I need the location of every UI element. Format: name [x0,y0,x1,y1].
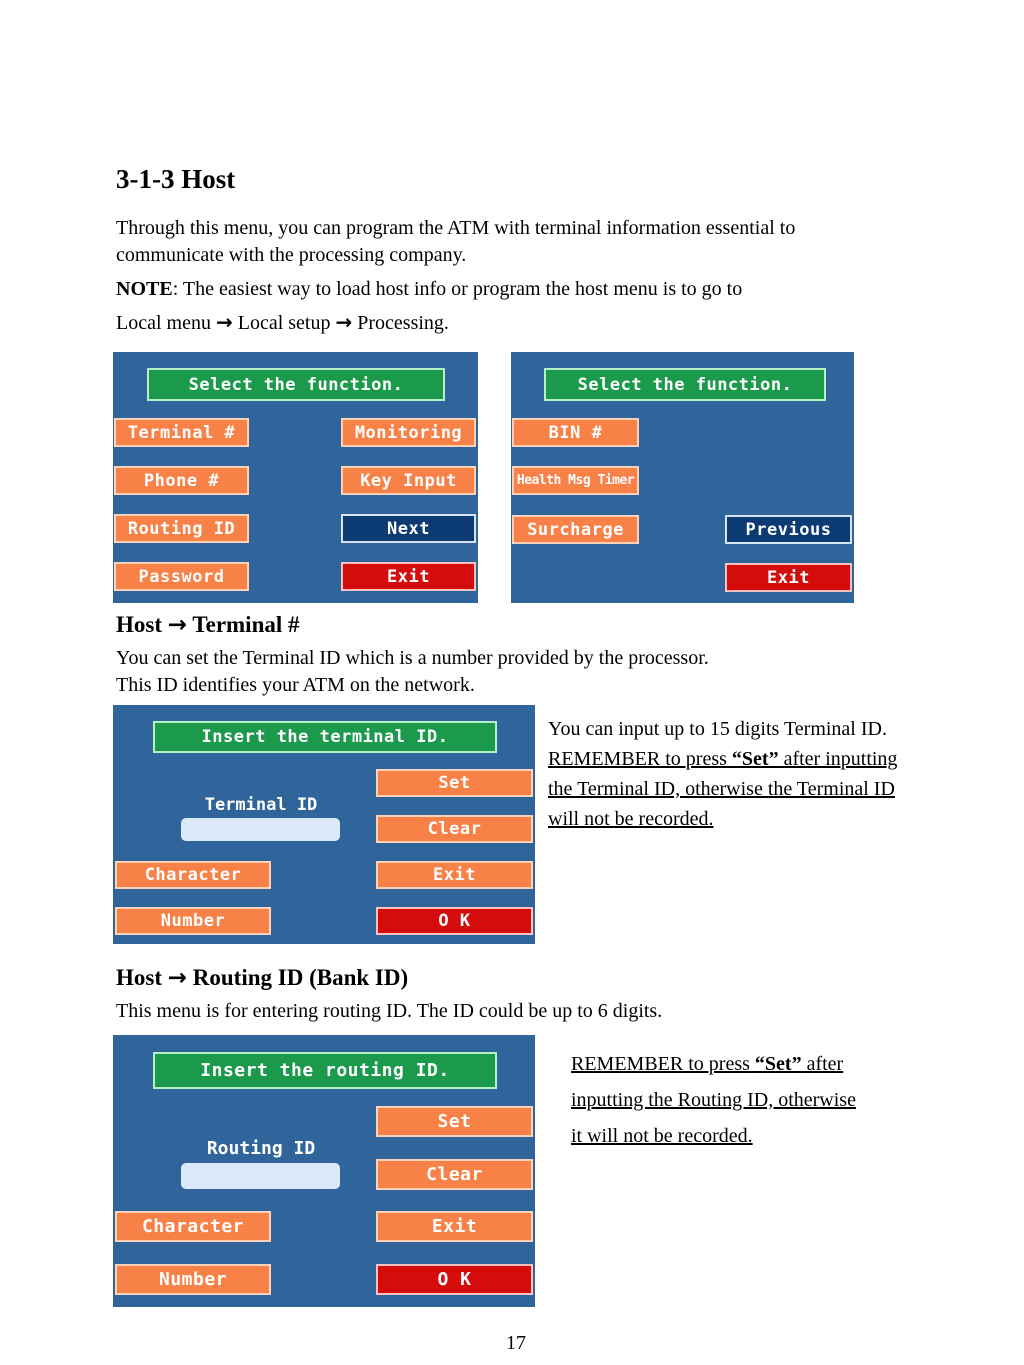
insert-routing-title: Insert the routing ID. [153,1052,497,1089]
heading-routing: Routing ID (Bank ID) [192,965,409,990]
exit-button[interactable]: Exit [341,562,476,591]
note-text: : The easiest way to load host info or program the host menu is to go to [172,278,743,300]
routing-side-note [571,1046,971,1154]
ok-button[interactable]: O K [376,1264,533,1295]
remember-text: REMEMBER to press [571,1053,755,1075]
terminal-desc-2: This ID identifies your ATM on the network. [116,674,475,696]
host-menu-screen-1 [113,352,478,603]
terminal-number-button[interactable]: Terminal # [114,418,249,447]
menu-path [116,309,449,337]
surcharge-button[interactable]: Surcharge [512,515,639,544]
set-emphasis: “Set” [754,1053,802,1075]
character-button[interactable]: Character [115,861,271,889]
terminal-desc-1: You can set the Terminal ID which is a number provided by the processor. [116,647,709,669]
path-step-2: Local setup [237,312,331,334]
clear-button[interactable]: Clear [376,1159,533,1190]
arrow-right-icon: → [215,310,233,334]
number-button[interactable]: Number [115,1264,271,1295]
phone-number-button[interactable]: Phone # [114,466,249,495]
routing-heading [116,965,408,991]
routing-id-screen [113,1035,535,1307]
exit-button[interactable]: Exit [725,563,852,592]
heading-terminal: Terminal # [192,612,300,637]
routing-id-input[interactable] [181,1163,340,1189]
routing-note-line-2: inputting the Routing ID, otherwise [571,1089,856,1111]
note-line [116,276,742,303]
terminal-heading [116,612,300,638]
password-button[interactable]: Password [114,562,249,591]
key-input-button[interactable]: Key Input [341,466,476,495]
monitoring-button[interactable]: Monitoring [341,418,476,447]
intro-text [116,215,976,269]
routing-id-button[interactable]: Routing ID [114,514,249,543]
previous-button[interactable]: Previous [725,515,852,544]
bin-number-button[interactable]: BIN # [512,418,639,447]
routing-id-label: Routing ID [206,1138,316,1159]
heading-host: Host [116,612,162,637]
host-menu-screen-2 [511,352,854,603]
insert-terminal-title: Insert the terminal ID. [153,721,497,753]
health-msg-timer-button[interactable]: Health Msg Timer [512,466,639,495]
exit-button[interactable]: Exit [376,861,533,889]
select-function-title: Select the function. [147,368,445,401]
routing-note-line-1 [571,1046,971,1082]
routing-description: This menu is for entering routing ID. The ID could be up to 6 digits. [116,1000,663,1022]
terminal-description [116,645,876,699]
after-text: after inputting [778,748,898,770]
terminal-id-screen [113,705,535,944]
terminal-note-line-2 [548,744,968,774]
terminal-id-input[interactable] [181,818,340,841]
number-button[interactable]: Number [115,907,271,935]
exit-button[interactable]: Exit [376,1211,533,1242]
terminal-side-note [548,714,968,834]
terminal-note-line-4: will not be recorded. [548,808,714,830]
set-button[interactable]: Set [376,1106,533,1137]
intro-line-1: Through this menu, you can program the ATM with terminal information essential to [116,217,796,239]
terminal-id-label: Terminal ID [204,795,318,815]
ok-button[interactable]: O K [376,907,533,935]
path-step-1: Local menu [116,312,211,334]
arrow-right-icon: → [167,965,188,991]
set-button[interactable]: Set [376,769,533,797]
arrow-right-icon: → [335,310,353,334]
next-button[interactable]: Next [341,514,476,543]
path-step-3: Processing. [357,312,449,334]
terminal-note-line-1: You can input up to 15 digits Terminal ID. [548,718,887,740]
intro-line-2: communicate with the processing company. [116,244,467,266]
page-number: 17 [506,1332,526,1354]
clear-button[interactable]: Clear [376,815,533,843]
arrow-right-icon: → [167,612,188,638]
terminal-note-line-3: the Terminal ID, otherwise the Terminal ID [548,778,895,800]
select-function-title: Select the function. [544,368,826,401]
heading-host: Host [116,965,162,990]
remember-text: REMEMBER to press [548,748,732,770]
routing-note-line-3: it will not be recorded. [571,1125,753,1147]
after-text: after [801,1053,844,1075]
character-button[interactable]: Character [115,1211,271,1242]
note-label: NOTE [116,278,173,300]
set-emphasis: “Set” [731,748,779,770]
section-title: 3-1-3 Host [116,164,236,194]
